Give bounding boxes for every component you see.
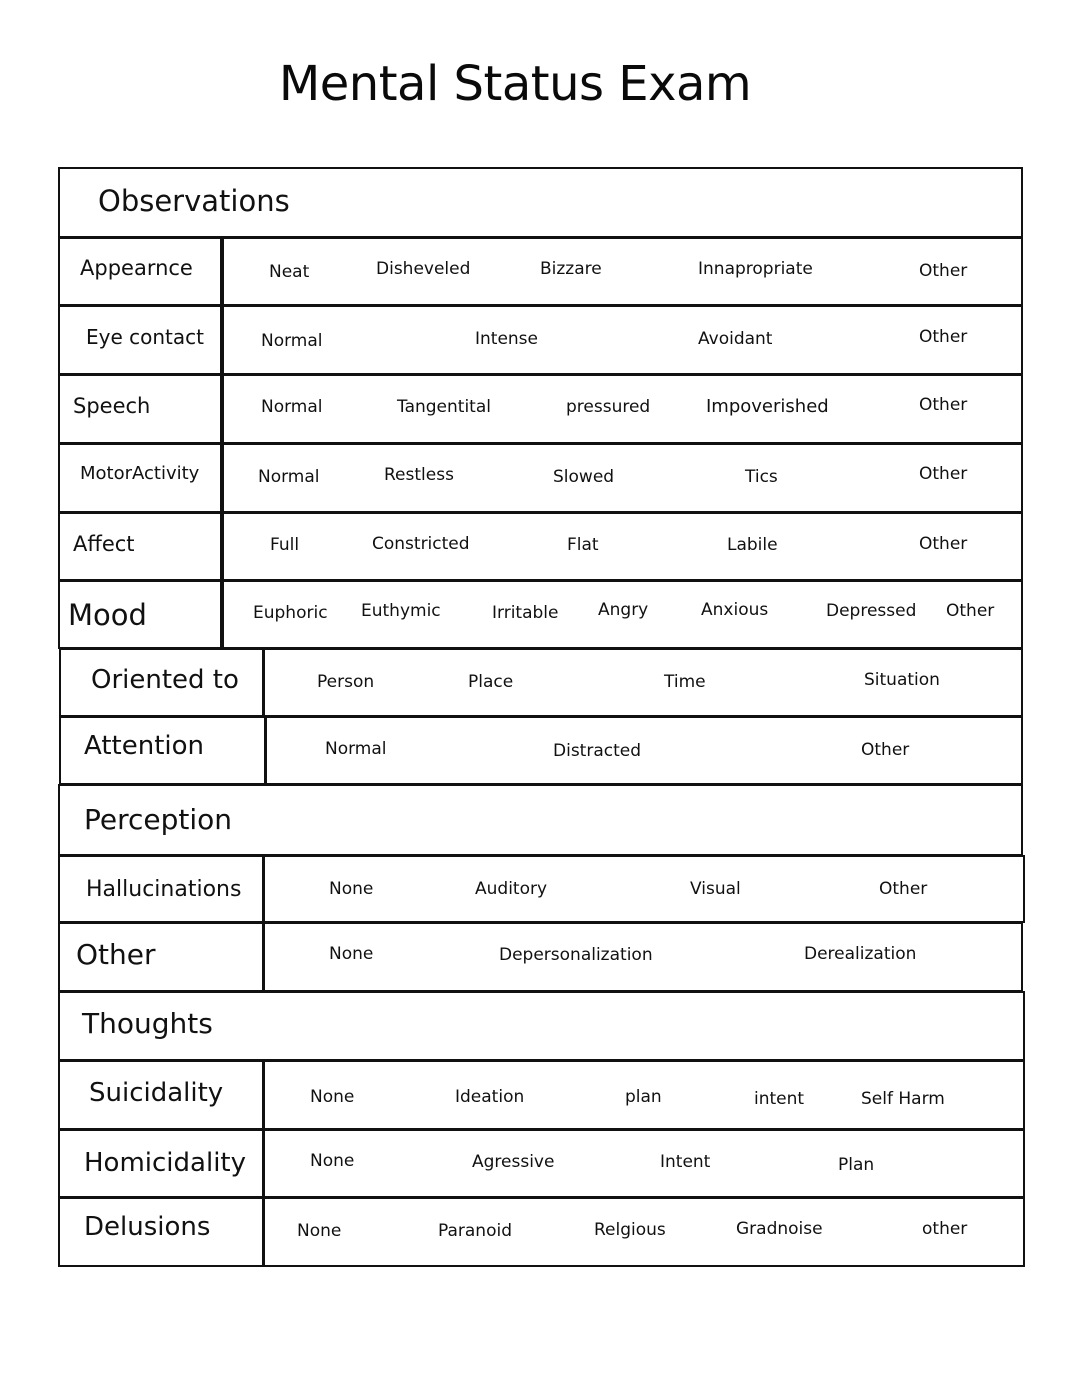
- appearance-option-innapropriate[interactable]: Innapropriate: [698, 259, 813, 279]
- motor-activity-options-cell: [222, 443, 1023, 513]
- page-title: Mental Status Exam: [278, 56, 752, 112]
- mood-option-euphoric[interactable]: Euphoric: [253, 603, 328, 623]
- appearance-option-neat[interactable]: Neat: [269, 262, 310, 282]
- hallucinations-option-other[interactable]: Other: [879, 879, 928, 899]
- eye-contact-option-avoidant[interactable]: Avoidant: [698, 329, 773, 349]
- affect-option-flat[interactable]: Flat: [567, 535, 599, 555]
- delusions-option-gradnoise[interactable]: Gradnoise: [736, 1219, 823, 1239]
- other-perception-option-none[interactable]: None: [329, 944, 374, 964]
- motor-activity-label: MotorActivity: [80, 463, 200, 484]
- perception-heading: Perception: [84, 803, 233, 836]
- appearance-label: Appearnce: [80, 256, 193, 280]
- suicidality-option-plan[interactable]: plan: [625, 1087, 662, 1107]
- attention-option-normal[interactable]: Normal: [325, 739, 387, 759]
- eye-contact-option-other[interactable]: Other: [919, 327, 968, 347]
- suicidality-option-ideation[interactable]: Ideation: [455, 1087, 525, 1107]
- affect-option-other[interactable]: Other: [919, 534, 968, 554]
- other-perception-label: Other: [76, 938, 156, 971]
- hallucinations-label: Hallucinations: [86, 877, 242, 902]
- mood-option-euthymic[interactable]: Euthymic: [361, 601, 441, 621]
- affect-option-labile[interactable]: Labile: [727, 535, 778, 555]
- speech-option-normal[interactable]: Normal: [261, 397, 323, 417]
- oriented-option-time[interactable]: Time: [664, 672, 706, 692]
- suicidality-option-intent[interactable]: intent: [754, 1089, 805, 1109]
- speech-label: Speech: [73, 394, 151, 418]
- suicidality-label: Suicidality: [89, 1078, 224, 1108]
- mood-option-angry[interactable]: Angry: [598, 600, 649, 620]
- eye-contact-label: Eye contact: [86, 325, 204, 349]
- delusions-option-paranoid[interactable]: Paranoid: [438, 1221, 513, 1241]
- motor-activity-option-normal[interactable]: Normal: [258, 467, 320, 487]
- delusions-option-other[interactable]: other: [922, 1219, 968, 1239]
- oriented-option-situation[interactable]: Situation: [864, 670, 940, 690]
- appearance-option-bizzare[interactable]: Bizzare: [540, 259, 602, 279]
- attention-option-other[interactable]: Other: [861, 740, 910, 760]
- affect-option-constricted[interactable]: Constricted: [372, 534, 470, 554]
- delusions-label: Delusions: [84, 1212, 211, 1242]
- appearance-option-disheveled[interactable]: Disheveled: [376, 259, 471, 279]
- eye-contact-option-normal[interactable]: Normal: [261, 331, 323, 351]
- eye-contact-options-cell: [222, 305, 1023, 375]
- motor-activity-option-other[interactable]: Other: [919, 464, 968, 484]
- delusions-option-none[interactable]: None: [297, 1221, 342, 1241]
- mood-option-anxious[interactable]: Anxious: [701, 600, 769, 620]
- observations-heading: Observations: [98, 184, 290, 218]
- affect-option-full[interactable]: Full: [270, 535, 300, 555]
- suicidality-option-self-harm[interactable]: Self Harm: [861, 1089, 945, 1109]
- attention-option-distracted[interactable]: Distracted: [553, 741, 642, 761]
- oriented-label: Oriented to: [91, 665, 239, 695]
- mood-label: Mood: [68, 598, 147, 632]
- thoughts-heading: Thoughts: [82, 1007, 213, 1040]
- oriented-option-person[interactable]: Person: [317, 672, 375, 692]
- motor-activity-option-tics[interactable]: Tics: [745, 467, 778, 487]
- homicidality-option-agressive[interactable]: Agressive: [472, 1152, 555, 1172]
- mood-option-other[interactable]: Other: [946, 601, 995, 621]
- speech-option-pressured[interactable]: pressured: [566, 397, 651, 417]
- other-perception-option-depersonalization[interactable]: Depersonalization: [499, 945, 653, 965]
- hallucinations-option-auditory[interactable]: Auditory: [475, 879, 548, 899]
- appearance-option-other[interactable]: Other: [919, 261, 968, 281]
- mood-option-depressed[interactable]: Depressed: [826, 601, 917, 621]
- suicidality-option-none[interactable]: None: [310, 1087, 355, 1107]
- affect-label: Affect: [73, 532, 135, 556]
- speech-option-impoverished[interactable]: Impoverished: [706, 396, 829, 417]
- delusions-option-relgious[interactable]: Relgious: [594, 1220, 666, 1240]
- appearance-options-cell: [222, 237, 1023, 306]
- speech-option-tangentital[interactable]: Tangentital: [397, 397, 491, 417]
- other-perception-option-derealization[interactable]: Derealization: [804, 944, 917, 964]
- attention-label: Attention: [84, 731, 204, 761]
- mood-option-irritable[interactable]: Irritable: [492, 603, 559, 623]
- eye-contact-option-intense[interactable]: Intense: [475, 329, 539, 349]
- homicidality-label: Homicidality: [84, 1148, 246, 1178]
- homicidality-options-cell: [263, 1129, 1025, 1198]
- hallucinations-option-none[interactable]: None: [329, 879, 374, 899]
- hallucinations-option-visual[interactable]: Visual: [690, 879, 741, 899]
- homicidality-option-none[interactable]: None: [310, 1151, 355, 1171]
- motor-activity-option-restless[interactable]: Restless: [384, 465, 454, 485]
- homicidality-option-intent[interactable]: Intent: [660, 1152, 711, 1172]
- affect-options-cell: [222, 512, 1023, 581]
- speech-option-other[interactable]: Other: [919, 395, 968, 415]
- homicidality-option-plan[interactable]: Plan: [838, 1155, 875, 1175]
- oriented-option-place[interactable]: Place: [468, 672, 514, 692]
- motor-activity-option-slowed[interactable]: Slowed: [553, 467, 615, 487]
